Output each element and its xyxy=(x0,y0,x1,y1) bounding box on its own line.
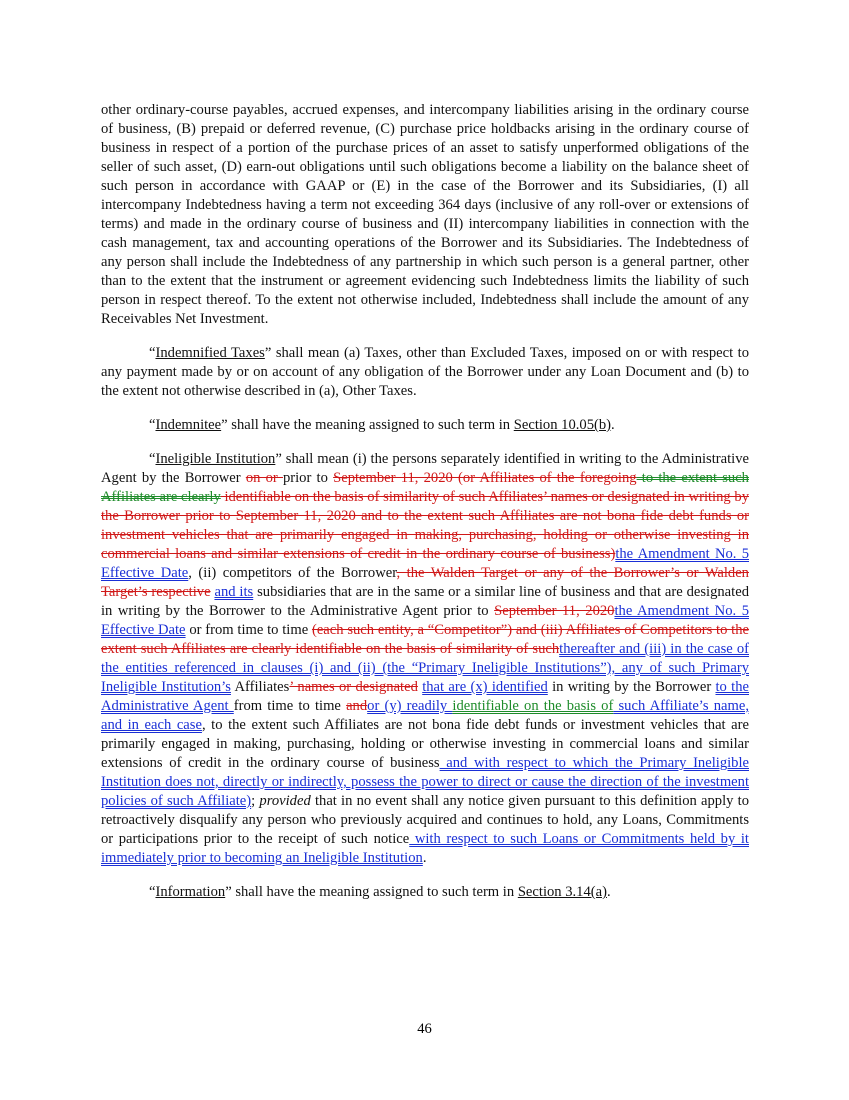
inserted-text: the Amendment No. 5 Effective Date xyxy=(101,603,749,638)
deleted-text: (each such entity, a “Competitor”) and (iii) Affiliates of Competitors to the extent such Affiliates are clearly identifiable on the basis of similarity of such xyxy=(101,622,750,657)
section-reference: Section 3.14(a) xyxy=(517,884,607,900)
defined-term: Indemnified Taxes xyxy=(155,345,265,361)
defined-term: Indemnitee xyxy=(155,417,222,433)
inserted-text: that are (x) identified xyxy=(422,679,548,695)
inserted-text: and with respect to which the Primary Ineligible Institution does not, directly or indirectly, possess the power to direct or cause the direction of the investment policies of such Affiliate) xyxy=(101,755,749,809)
deleted-text: identifiable on the basis of similarity of such Affiliates’ names or designated in writing by the Borrower prior to September 11, 2020 and to the extent such Affiliates are not bona fide debt funds or investment vehicles that are primarily engaged in making, purchasing, holding or otherwise investing in commercial loans and similar extensions of credit in the ordinary course of business) xyxy=(101,489,749,562)
section-reference: Section 10.05(b) xyxy=(513,417,612,433)
definition-ineligible-institution: “Ineligible Institution” shall mean (i) the persons separately identified in writing to the Administrative Agent by the Borrower on or prior to September 11, 2020 (or Affiliates of the foregoing to the extent such Affiliates are clearly identifiable on the basis of similarity of such Affiliates’ names or designated in writing by the Borrower prior to September 11, 2020 and to the extent such Affiliates are not bona fide debt funds or investment vehicles that are primarily engaged in making, purchasing, holding or otherwise investing in commercial loans and similar extensions of credit in the ordinary course of business)the Amendment No. 5 Effective Date, (ii) competitors of the Borrower, the Walden Target or any of the Borrower’s or Walden Target’s respective and its subsidiaries that are in the same or a similar line of business and that are designated in writing by the Borrower to the Administrative Agent prior to September 11, 2020the Amendment No. 5 Effective Date or from time to time (each such entity, a “Competitor”) and (iii) Affiliates of Competitors to the extent such Affiliates are clearly identifiable on the basis of similarity of suchthereafter and (iii) in the case of the entities referenced in clauses (i) and (ii) (the “Primary Ineligible Institutions”), any of such Primary Ineligible Institution’s Affiliates’ names or designated that are (x) identified in writing by the Borrower to the Administrative Agent from time to time andor (y) readily identifiable on the basis of such Affiliate’s name, and in each case, to the extent such Affiliates are not bona fide debt funds or investment vehicles that are primarily engaged in making, purchasing, holding or otherwise investing in commercial loans and similar extensions of credit in the ordinary course of business and with respect to which the Primary Ineligible Institution does not, directly or indirectly, possess the power to direct or cause the direction of the investment policies of such Affiliate); provided that in no event shall any notice given pursuant to this definition apply to retroactively disqualify any person who previously acquired and continues to hold, any Loans, Commitments or participations prior to the receipt of such notice with respect to such Loans or Commitments held by it immediately prior to becoming an Ineligible Institution. xyxy=(101,451,750,866)
deleted-text: and xyxy=(346,698,368,714)
deleted-text: on or xyxy=(245,470,283,486)
inserted-text: such Affiliate’s name, and in each case xyxy=(101,698,749,733)
deleted-text: ’ names or designated xyxy=(289,679,418,695)
inserted-text: the Amendment No. 5 Effective Date xyxy=(101,546,749,581)
inserted-text: to the Administrative Agent xyxy=(101,679,749,714)
page-number: 46 xyxy=(417,1021,432,1037)
defined-term: Information xyxy=(155,884,226,900)
paragraph-indebtedness-continued: other ordinary-course payables, accrued expenses, and intercompany liabilities arising in the ordinary course of business, (B) prepaid or deferred revenue, (C) purchase price holdbacks arising in the ordinary course of business in respect of a portion of the purchase prices of an asset to satisfy unperformed obligations of the seller of such asset, (D) earn-out obligations until such obligations become a liability on the balance sheet of such person in accordance with GAAP or (E) in the case of the Borrower and its Subsidiaries, (I) all intercompany Indebtedness having a term not exceeding 364 days (inclusive of any roll-over or extensions of terms) and made in the ordinary course of business and (II) intercompany liabilities in connection with the cash management, tax and accounting operations of the Borrower and its Subsidiaries. The Indebtedness of any person shall include the Indebtedness of any partnership in which such person is a general partner, other than to the extent that the instrument or agreement evidencing such Indebtedness limits the liability of such person in respect thereof. To the extent not otherwise included, Indebtedness shall include the amount of any Receivables Net Investment. xyxy=(101,102,749,327)
definition-information: “Information” shall have the meaning assigned to such term in Section 3.14(a). xyxy=(149,884,611,900)
definition-indemnified-taxes: “Indemnified Taxes” shall mean (a) Taxes, other than Excluded Taxes, imposed on or with respect to any payment made by or on account of any obligation of the Borrower under any Loan Document and (b) to the extent not otherwise described in (a), Other Taxes. xyxy=(101,345,749,399)
defined-term: Ineligible Institution xyxy=(155,451,276,467)
definition-indemnitee: “Indemnitee” shall have the meaning assigned to such term in Section 10.05(b). xyxy=(149,417,615,433)
inserted-text: thereafter and (iii) in the case of the entities referenced in clauses (i) and (ii) (the “Primary Ineligible Institutions”), any of such Primary Ineligible Institution’s xyxy=(101,641,749,695)
deleted-text: September 11, 2020 (or Affiliates of the foregoing xyxy=(333,470,637,486)
deleted-text: September 11, 2020 xyxy=(494,603,615,619)
moved-text: to the extent such Affiliates are clearly xyxy=(101,470,749,505)
inserted-text: or (y) readily xyxy=(367,698,453,714)
document-page xyxy=(101,101,749,902)
inserted-text: with respect to such Loans or Commitments held by it immediately prior to becoming an Ineligible Institution xyxy=(101,831,749,866)
inserted-text: and its xyxy=(214,584,254,600)
emphasis-provided: provided xyxy=(259,793,311,809)
deleted-text: , the Walden Target or any of the Borrower’s or Walden Target’s respective xyxy=(101,565,749,600)
moved-text: identifiable on the basis of xyxy=(452,698,614,714)
